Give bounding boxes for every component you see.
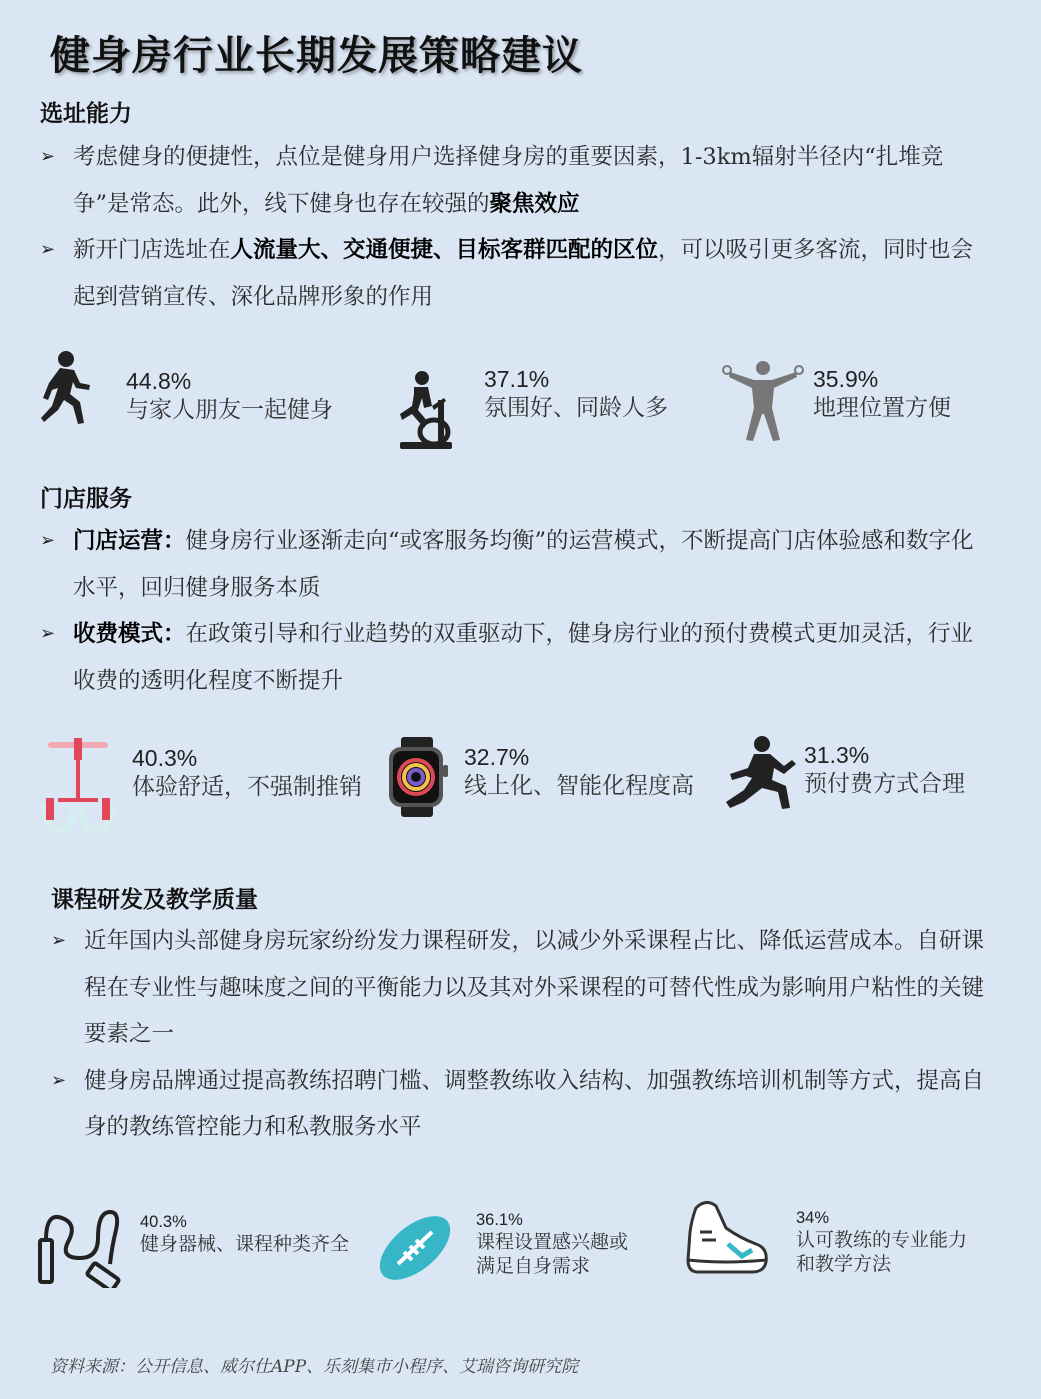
service-bullet-2 (40, 611, 990, 704)
stat-percent: 44.8% (126, 368, 192, 394)
arrow-bullet-icon: ➢ (40, 239, 56, 260)
stat-label: 线上化、智能化程度高 (464, 773, 694, 799)
bullet-emphasis: 聚焦效应 (489, 190, 580, 217)
stat-percent: 35.9% (813, 366, 879, 392)
course-bullet-2 (51, 1058, 993, 1151)
stat-label: 认可教练的专业能力 (796, 1229, 968, 1251)
bullet-text: 考虑健身的便捷性，点位是健身用户选择健身房的重要因素，1-3km辐射半径内“扎堆竞争”是常态。此外，线下健身也存在较强的 (73, 144, 944, 217)
smartwatch-icon (387, 737, 449, 817)
stat-percent: 32.7% (464, 744, 530, 770)
lunging-person-icon (724, 736, 796, 810)
stat-service-2 (464, 743, 694, 801)
bullet-text: 健身房品牌通过提高教练招聘门槛、调整教练收入结构、加强教练培训机制等方式，提高自身的教练管控能力和私教服务水平 (84, 1067, 985, 1140)
jump-rope-icon (38, 1206, 130, 1288)
rugby-ball-icon (374, 1212, 456, 1284)
site-bullet-list (40, 134, 990, 320)
stat-percent: 37.1% (484, 366, 550, 392)
stat-percent: 31.3% (804, 742, 870, 768)
arrow-bullet-icon: ➢ (40, 530, 56, 551)
page-title: 健身房行业长期发展策略建议 (50, 32, 583, 79)
bullet-emphasis: 收费模式： (73, 621, 186, 647)
stat-label: 健身器械、课程种类齐全 (140, 1233, 350, 1255)
arrow-bullet-icon: ➢ (51, 1069, 67, 1091)
bullet-emphasis: 门店运营： (73, 528, 186, 554)
stat-site-1 (126, 367, 333, 425)
stat-label: 课程设置感兴趣或 (476, 1231, 629, 1253)
bullet-text: 健身房行业逐渐走向“或客服务均衡”的运营模式，不断提高门店体验感和数字化水平，回归健身服务本质 (73, 528, 974, 601)
arrow-bullet-icon: ➢ (40, 146, 56, 167)
site-bullet-2 (40, 227, 990, 320)
stat-label: 地理位置方便 (813, 395, 951, 421)
stretching-person-icon (722, 360, 804, 442)
stat-label: 与家人朋友一起健身 (126, 397, 333, 423)
service-bullet-1 (40, 518, 990, 611)
stat-percent: 40.3% (132, 745, 198, 771)
section-title-service: 门店服务 (40, 485, 132, 512)
stat-label: 体验舒适，不强制推销 (132, 774, 362, 800)
bullet-text: 在政策引导和行业趋势的双重驱动下，健身房行业的预付费模式更加灵活，行业收费的透明化程度不断提升 (73, 621, 974, 694)
sneaker-icon (686, 1198, 770, 1278)
course-bullet-list (51, 918, 993, 1151)
running-person-icon (40, 350, 98, 426)
stat-service-1 (132, 744, 362, 802)
elliptical-trainer-icon (394, 370, 456, 452)
stat-course-1 (140, 1212, 349, 1256)
section-title-course: 课程研发及教学质量 (51, 886, 258, 913)
stat-course-3 (796, 1208, 967, 1276)
stat-label-line2: 和教学方法 (796, 1253, 892, 1275)
arrow-bullet-icon: ➢ (51, 930, 67, 951)
arrow-bullet-icon: ➢ (40, 623, 56, 644)
stat-service-3 (804, 741, 965, 799)
stat-label-line2: 满足自身需求 (476, 1255, 591, 1277)
stat-site-2 (484, 365, 668, 423)
course-bullet-1 (51, 918, 993, 1058)
bullet-emphasis: 人流量大、交通便捷、目标客群匹配的区位 (230, 237, 659, 263)
site-bullet-1 (40, 134, 990, 227)
bullet-text: 近年国内头部健身房玩家纷纷发力课程研发，以减少外采课程占比、降低运营成本。自研课程在专业性与趣味度之间的平衡能力以及其对外采课程的可替代性成为影响用户粘性的关键要素之一 (84, 928, 985, 1047)
pull-rope-trainer-icon (40, 738, 116, 836)
service-bullet-list (40, 518, 990, 704)
stat-site-3 (813, 365, 951, 423)
stat-label: 氛围好、同龄人多 (484, 395, 668, 421)
stat-percent: 36.1% (476, 1211, 523, 1229)
source-note: 资料来源：公开信息、威尔仕APP、乐刻集市小程序、艾瑞咨询研究院 (50, 1357, 579, 1377)
bullet-text: ，可以吸引更多客流，同时也会起到营销宣传、深化品牌形象的作用 (73, 237, 974, 310)
stat-course-2 (476, 1210, 628, 1278)
bullet-text: 新开门店选址在 (73, 237, 231, 263)
section-title-site: 选址能力 (40, 100, 132, 127)
stat-percent: 40.3% (140, 1213, 187, 1231)
stat-percent: 34% (796, 1209, 830, 1227)
stat-label: 预付费方式合理 (804, 771, 965, 797)
